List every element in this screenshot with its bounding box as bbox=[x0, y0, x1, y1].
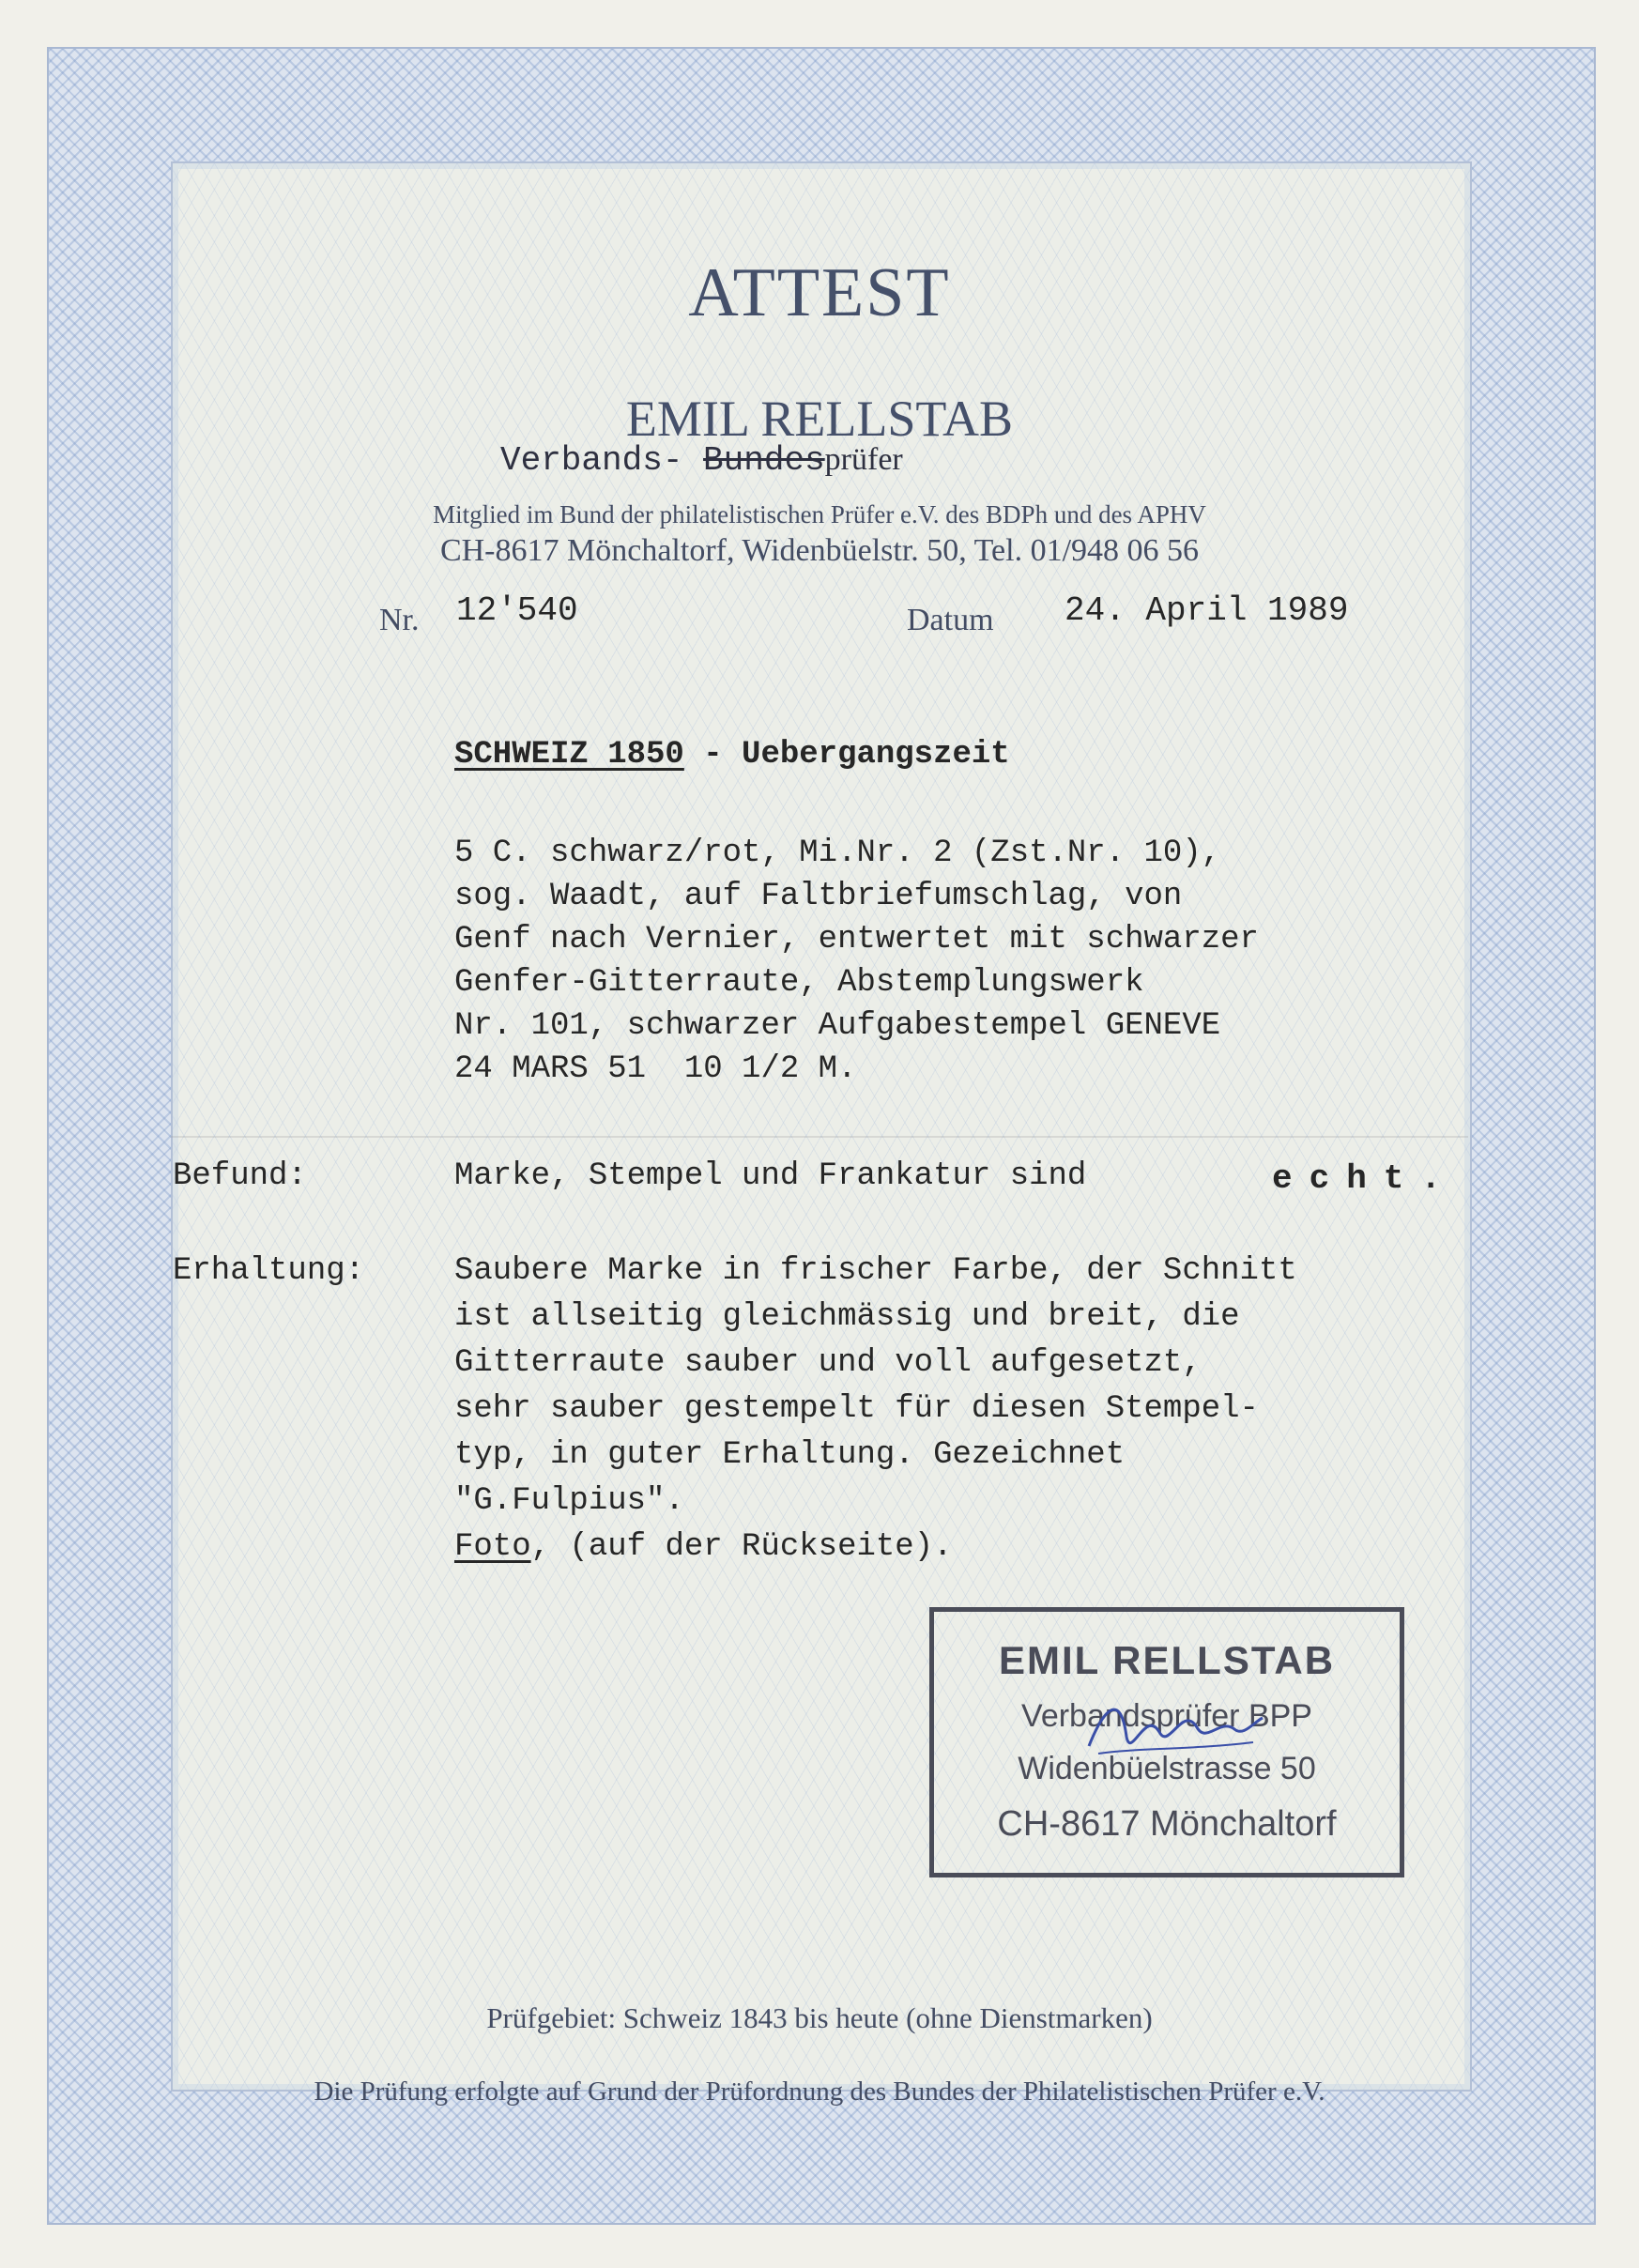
heading-country-year: SCHWEIZ 1850 bbox=[454, 737, 684, 773]
condition-line: Gitterraute sauber und voll aufgesetzt, bbox=[454, 1345, 1202, 1381]
signature-scribble bbox=[1080, 1680, 1267, 1774]
nr-label: Nr. bbox=[379, 603, 420, 637]
description-line: sog. Waadt, auf Faltbriefumschlag, von bbox=[454, 879, 1183, 914]
stamp-street: Widenbüelstrasse 50 bbox=[1018, 1751, 1316, 1786]
condition-line: "G.Fulpius". bbox=[454, 1483, 684, 1519]
date-value: 24. April 1989 bbox=[1065, 591, 1349, 630]
description-line: Genfer-Gitterraute, Abstemplungswerk bbox=[454, 965, 1144, 1001]
condition-line: typ, in guter Erhaltung. Gezeichnet bbox=[454, 1437, 1126, 1473]
stamp-town: CH-8617 Mönchaltorf bbox=[997, 1804, 1337, 1844]
description-line: 24 MARS 51 10 1/2 M. bbox=[454, 1051, 857, 1087]
stamp-name: EMIL RELLSTAB bbox=[998, 1638, 1336, 1682]
condition-label: Erhaltung: bbox=[173, 1253, 365, 1289]
heading-period: - Uebergangszeit bbox=[683, 737, 1010, 773]
photo-note bbox=[454, 1529, 953, 1565]
description-line: 5 C. schwarz/rot, Mi.Nr. 2 (Zst.Nr. 10), bbox=[454, 835, 1221, 871]
condition-line: sehr sauber gestempelt für diesen Stempel- bbox=[454, 1391, 1259, 1427]
condition-line: ist allseitig gleichmässig und breit, die bbox=[454, 1299, 1240, 1335]
role-struck: Bundes bbox=[703, 441, 825, 480]
photo-rest: , (auf der Rückseite). bbox=[530, 1529, 953, 1565]
date-label: Datum bbox=[907, 603, 994, 637]
scope-line: Prüfgebiet: Schweiz 1843 bis heute (ohne Dienstmarken) bbox=[486, 2001, 1153, 2034]
role-prefix: Verbands- bbox=[500, 441, 704, 480]
finding-verdict: echt. bbox=[1272, 1159, 1459, 1198]
finding-label: Befund: bbox=[173, 1158, 307, 1194]
address-line: CH-8617 Mönchaltorf, Widenbüelstr. 50, Tel. 01/948 06 56 bbox=[439, 533, 1200, 568]
finding-text: Marke, Stempel und Frankatur sind bbox=[454, 1158, 1087, 1194]
condition-line: Saubere Marke in frischer Farbe, der Schnitt bbox=[454, 1253, 1297, 1289]
stamp-title: Verbandsprüfer BPP bbox=[1021, 1698, 1312, 1734]
item-heading bbox=[454, 737, 1010, 773]
basis-line: Die Prüfung erfolgte auf Grund der Prüfordnung des Bundes der Philatelistischen Prüfer e.V. bbox=[314, 2076, 1325, 2107]
fold-line bbox=[171, 1136, 1468, 1138]
examiner-role bbox=[500, 441, 903, 480]
certificate-title: ATTEST bbox=[688, 254, 951, 331]
description-line: Genf nach Vernier, entwertet mit schwarzer bbox=[454, 922, 1259, 958]
examiner-name: EMIL RELLSTAB bbox=[625, 391, 1014, 447]
nr-value: 12'540 bbox=[456, 591, 578, 630]
photo-word: Foto bbox=[454, 1529, 531, 1565]
role-suffix: prüfer bbox=[824, 442, 903, 477]
membership-line: Mitglied im Bund der philatelistischen Prüfer e.V. des BDPh und des APHV bbox=[433, 500, 1206, 529]
description-line: Nr. 101, schwarzer Aufgabestempel GENEVE bbox=[454, 1008, 1221, 1044]
